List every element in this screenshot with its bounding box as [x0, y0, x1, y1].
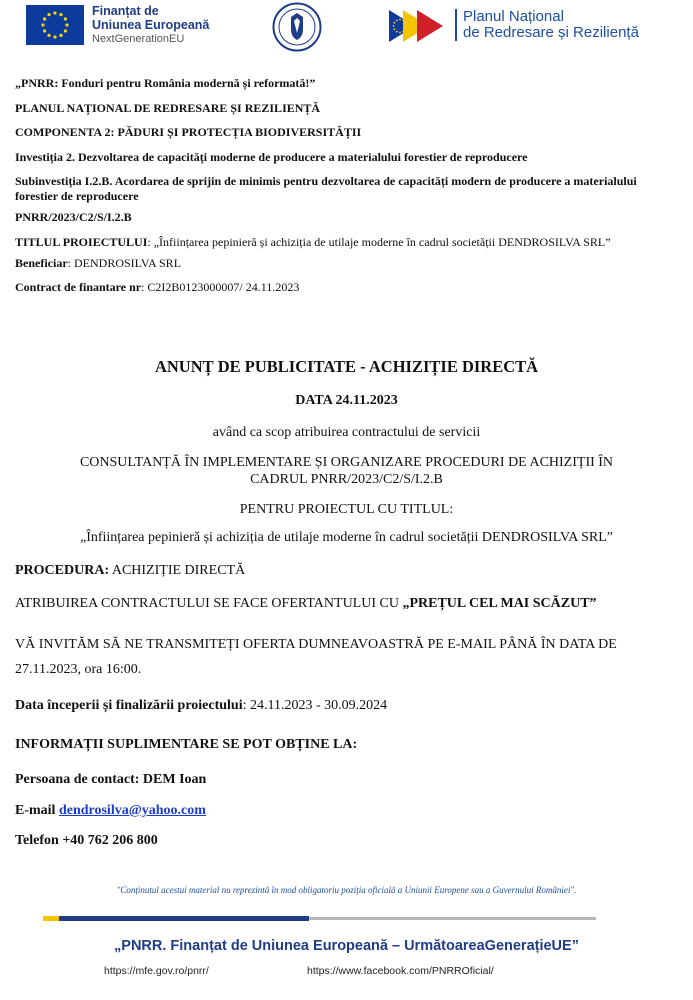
plan-title: PLANUL NAȚIONAL DE REDRESARE ȘI REZILIENȚĂ: [15, 100, 321, 115]
star-icon: [402, 19, 404, 21]
project-title-line: [15, 235, 680, 250]
email-label: E-mail: [15, 803, 59, 818]
service-line1: CONSULTANȚĂ ÎN IMPLEMENTARE ȘI ORGANIZARE PROCEDURI DE ACHIZIȚII ÎN: [79, 455, 614, 470]
project-dates-label: Data începerii și finalizării proiectului: [15, 698, 243, 713]
beneficiary-line: [15, 256, 680, 271]
info-heading: INFORMAȚII SUPLIMENTARE SE POT OBȚINE LA:: [15, 737, 358, 752]
pnrr-line1: Planul Național: [463, 8, 564, 25]
announcement-date: DATA 24.11.2023: [295, 393, 398, 408]
award-criterion-bold: „PREȚUL CEL MAI SCĂZUT”: [402, 596, 597, 611]
star-icon: [402, 31, 404, 33]
eu-line3: NextGenerationEU: [92, 33, 185, 45]
star-icon: [406, 25, 408, 27]
contract-label: Contract de finantare nr: [15, 280, 142, 294]
project-dates: [15, 698, 680, 714]
romanian-government-seal-icon: [272, 2, 322, 52]
announcement-title: ANUNȚ DE PUBLICITATE - ACHIZIȚIE DIRECTĂ: [154, 357, 539, 376]
eu-flag-icon: [26, 5, 84, 45]
project-title-label: TITLUL PROIECTULUI: [15, 234, 148, 249]
procedure-line: [15, 563, 680, 579]
star-icon: [43, 29, 46, 32]
service-description: [0, 454, 693, 488]
star-icon: [53, 35, 56, 38]
contract-value: : C2I2B0123000007/ 24.11.2023: [141, 280, 300, 294]
footer-slogan: „PNRR. Finanțat de Uniunea Europeană – UrmătoareaGenerațieUE”: [114, 938, 579, 954]
star-icon: [396, 31, 398, 33]
contact-person: Persoana de contact: DEM Ioan: [15, 772, 207, 787]
eu-line2: Uniunea Europeană: [92, 18, 210, 32]
star-icon: [393, 25, 395, 27]
pnrr-slogan: „PNRR: Fonduri pentru România modernă și reformată!”: [15, 76, 316, 90]
star-icon: [393, 22, 395, 24]
star-icon: [65, 23, 68, 26]
beneficiary-label: Beneficiar: [15, 255, 68, 270]
star-icon: [41, 23, 44, 26]
email-link[interactable]: dendrosilva@yahoo.com: [58, 803, 206, 818]
star-icon: [47, 34, 50, 37]
component-title: COMPONENTA 2: PĂDURI ȘI PROTECȚIA BIODIVERSITĂȚII: [15, 125, 362, 139]
program-code: PNRR/2023/C2/S/I.2.B: [15, 210, 132, 224]
star-icon: [399, 19, 401, 21]
footer-divider: [43, 916, 596, 921]
announcement-scope: având ca scop atribuirea contractului de servicii: [212, 425, 481, 440]
beneficiary-value: : DENDROSILVA SRL: [67, 255, 182, 270]
project-name: „Înființarea pepinieră și achiziția de utilaje moderne în cadrul societății DENDROSILVA SRL”: [79, 530, 613, 545]
disclaimer: "Conținutul acestui material nu reprezintă în mod obligatoriu poziția oficială a Uniunii Europene sau a Guvernului României".: [116, 885, 577, 895]
star-icon: [405, 28, 407, 30]
facebook-link[interactable]: https://www.facebook.com/PNRROficial/: [307, 965, 494, 977]
star-icon: [396, 19, 398, 21]
star-icon: [59, 13, 62, 16]
header-logos: [0, 0, 693, 60]
procedure-value: ACHIZIȚIE DIRECTĂ: [109, 563, 246, 578]
contract-line: [15, 280, 680, 295]
star-icon: [53, 11, 56, 14]
pnrr-logo-text: [455, 9, 639, 41]
pnrr-logo-icon: [389, 8, 451, 44]
procedure-label: PROCEDURA:: [15, 563, 110, 578]
star-icon: [64, 17, 67, 20]
star-icon: [393, 28, 395, 30]
investment-title: Investiția 2. Dezvoltarea de capacități moderne de producere a materialului forestier de reproducere: [15, 149, 528, 164]
pnrr-line2: de Redresare și Reziliență: [463, 24, 639, 41]
service-line2: CADRUL PNRR/2023/C2/S/I.2.B: [250, 472, 443, 487]
star-icon: [399, 32, 401, 34]
eu-funding-logo-text: [92, 4, 209, 46]
intro-section: [15, 76, 680, 305]
star-icon: [59, 34, 62, 37]
email-line: [15, 803, 680, 819]
mfe-link[interactable]: https://mfe.gov.ro/pnrr/: [104, 965, 209, 977]
award-text: ATRIBUIREA CONTRACTULUI SE FACE OFERTANTULUI CU: [15, 596, 403, 611]
star-icon: [64, 29, 67, 32]
star-icon: [405, 22, 407, 24]
star-icon: [43, 17, 46, 20]
project-dates-value: : 24.11.2023 - 30.09.2024: [242, 698, 388, 713]
offer-invitation: VĂ INVITĂM SĂ NE TRANSMITEȚI OFERTA DUMNEAVOASTRĂ PE E-MAIL PÂNĂ ÎN DATA DE 27.11.2023, ora 16:00.: [15, 637, 617, 677]
eu-line1: Finanțat de: [92, 4, 159, 18]
award-criterion: [15, 596, 680, 612]
phone-line: Telefon +40 762 206 800: [15, 833, 158, 848]
project-label: PENTRU PROIECTUL CU TITLUL:: [239, 502, 454, 517]
project-title-value: : „Înființarea pepinieră și achiziția de utilaje moderne în cadrul societății DENDROSILVA SRL”: [147, 234, 611, 249]
subinvestment-title: Subinvestiția I.2.B. Acordarea de sprijin de minimis pentru dezvoltarea de capacități modern de producere a materialului forestier de reproducere: [15, 174, 637, 203]
star-icon: [47, 13, 50, 16]
